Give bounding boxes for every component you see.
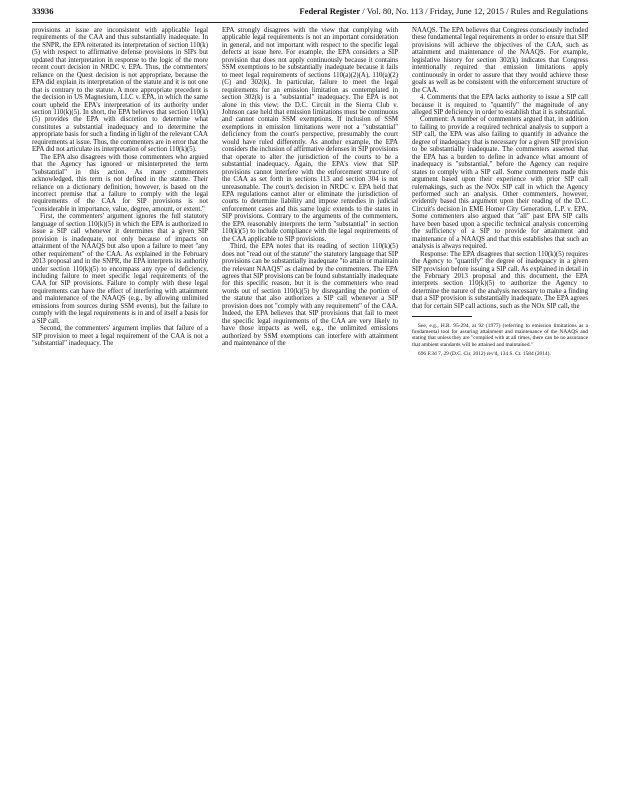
header-citation <box>299 6 588 16</box>
publication-name: Federal Register <box>299 6 361 16</box>
paragraph: EPA strongly disagrees with the view that complying with applicable legal requirements is not an important consideration in general, and not important with respect to the specific legal defects at issue here. For example, the EPA considers a SIP provision that does not apply continuously because it contains SSM exemptions to be substantially inadequate because it fails to meet legal requirements of sections 110(a)(2)(A), 110(a)(2)(C) and 302(k). In particular, failure to meet the legal requirements for an emission limitation as contemplated in section 302(k) is a "substantial" inadequacy. The EPA is not alone in this view; the D.C. Circuit in the Sierra Club v. Johnson case held that emission limitations must be continuous and cannot contain SSM exemptions. If inclusion of SSM exemptions in emission limitations were not a "substantial" deficiency from the court's perspective, presumably the court would have ruled differently. As another example, the EPA considers the inclusion of affirmative defenses in SIP provisions that operate to alter the jurisdiction of the courts to be a substantial inadequacy. Again, the EPA's view that SIP provisions cannot interfere with the enforcement structure of the CAA as set forth in sections 113 and section 304 is not unreasonable. The court's decision in NRDC v. EPA held that EPA regulations cannot alter or eliminate the jurisdiction of courts to determine liability and impose remedies in judicial enforcement cases and this same logic extends to the states in SIP provisions. Contrary to the arguments of the commenters, the EPA reasonably interprets the term "substantial" in section 110(k)(5) to include compliance with the legal requirements of the CAA applicable to SIP provisions. <box>222 27 398 243</box>
footnote: 696 F.3d 7, 29 (D.C. Cir. 2012) rev'd, 134 S. Ct. 1584 (2014). <box>418 350 551 357</box>
paragraph: 4. Comments that the EPA lacks authority to issue a SIP call because it is required to "quantify" the magnitude of any alleged SIP deficiency in order to establish that it is substantial. <box>412 94 588 116</box>
footnote: See, e.g., H.R. 95-294, at 92 (1977) (referring to emission limitations as a fundamental tool for assuring attainment and maintenance of the NAAQS and stating that unless they are "complied with at all times, there can be no assurance that ambient standards will be attained and maintained." <box>412 323 588 348</box>
header-rule <box>32 22 588 23</box>
column-1 <box>32 27 208 789</box>
paragraph: Third, the EPA notes that its reading of section 110(k)(5) does not "read out of the statute" the statutory language that SIP provisions can be substantially inadequate "to attain or maintain the relevant NAAQS" as claimed by the commenters. The EPA agrees that SIP provisions can be found substantially inadequate for this specific reason, but it is the commenters who read words out of section 110(k)(5) by disregarding the portion of the statute that also authorizes a SIP call whenever a SIP provision does not "comply with any requirement" of the CAA. Indeed, the EPA believes that SIP provisions that fail to meet the specific legal requirements of the CAA are very likely to have those impacts as well, e.g., the unlimited emissions authorized by SSM exemptions can interfere with attainment and maintenance of the <box>222 243 398 348</box>
paragraph: Comment: A number of commenters argued that, in addition to failing to provide a required technical analysis to support a SIP call, the EPA was also failing to quantify in advance the degree of inadequacy that is necessary for a given SIP provision to be substantially inadequate. The commenters asserted that the EPA has a burden to define in advance what amount of inadequacy is "substantial," before the Agency can require states to comply with a SIP call. Some commenters made this argument based upon their experience with prior SIP call rulemakings, such as the NOx SIP call in which the Agency performed such an analysis. Other commenters, however, evidently based this argument upon their reading of the D.C. Circuit's decision in EME Homer City Generation, L.P. v. EPA. Some commenters also argued that "all" past EPA SIP calls have been based upon a specific technical analysis concerning the sufficiency of a SIP to provide for attainment and maintenance of a NAAQS and that this establishes that such an analysis is always required. <box>412 116 588 251</box>
paragraph: Second, the commenters' argument implies that failure of a SIP provision to meet a legal requirement of the CAA is not a "substantial" inadequacy. The <box>32 325 208 348</box>
footnote-rule <box>412 316 472 317</box>
paragraph: provisions at issue are inconsistent with applicable legal requirements of the CAA and thus substantially inadequate. In the SNPR, the EPA reiterated its interpretation of section 110(k)(5) with respect to affirmative defense provisions in SIPs but updated that interpretation in response to the logic of the more recent court decision in NRDC v. EPA. Thus, the commenters' reliance on the Quest decision is not appropriate, because the EPA did explain its interpretation of the statute and it is not one that is contrary to the statute. A more appropriate precedent is the decision in US Magnesium, LLC v. EPA, in which the same court upheld the EPA's interpretation of its authority under section 110(k)(5). In short, the EPA believes that section 110(k)(5) provides the EPA with discretion to determine what constitutes a substantial inadequacy and to determine the appropriate basis for such a finding in light of the relevant CAA requirements at issue. Thus, the commenters are in error that the EPA did not articulate its interpretation of section 110(k)(5). <box>32 27 208 154</box>
paragraph: First, the commenters' argument ignores the full statutory language of section 110(k)(5) in which the EPA is authorized to issue a SIP call whenever it determines that a given SIP provision is inadequate, not only because of impacts on attainment of the NAAQS but also upon a failure to meet "any other requirement" of the CAA. As explained in the February 2013 proposal and in the SNPR, the EPA interprets its authority under section 110(k)(5) to encompass any type of deficiency, including failure to meet specific legal requirements of the CAA for SIP provisions. Failure to comply with these legal requirements can have the effect of interfering with attainment and maintenance of the NAAQS (e.g., by allowing unlimited emissions from sources during SSM events), but the failure to comply with the legal requirements is in and of itself a basis for a SIP call. <box>32 213 208 325</box>
column-2 <box>222 27 398 789</box>
page-header <box>32 6 588 22</box>
paragraph: Response: The EPA disagrees that section 110(k)(5) requires the Agency to "quantify" the degree of inadequacy in a given SIP provision before issuing a SIP call. As explained in detail in the February 2013 proposal and this document, the EPA interprets section 110(k)(5) to authorize the Agency to determine the nature of the analysis necessary to make a finding that a SIP provision is substantially inadequate. The EPA agrees that for certain SIP call actions, such as the NOx SIP call, the <box>412 250 588 310</box>
issue-info: / Vol. 80, No. 113 / Friday, June 12, 2015 / Rules and Regulations <box>362 6 588 16</box>
paragraph: NAAQS. The EPA believes that Congress consciously included these fundamental legal requirements in order to ensure that SIP provisions will achieve the objectives of the CAA, such as attainment and maintenance of the NAAQS. For example, legislative history for section 302(k) indicates that Congress intentionally required that emission limitations apply continuously in order to assure that they would achieve those goals as well as be consistent with the enforcement structure of the CAA. <box>412 27 588 94</box>
page-number: 33936 <box>32 6 54 16</box>
column-3 <box>412 27 588 789</box>
footnotes <box>412 323 588 356</box>
text-columns <box>32 27 588 789</box>
paragraph: The EPA also disagrees with those commenters who argued that the Agency has ignored or misinterpreted the term "substantial" in this action. As many commenters acknowledged, this term is not defined in the statute. Their reliance on a dictionary definition, however, is based on the incorrect premise that a failure to comply with the legal requirements of the CAA for SIP provisions is not "considerable in importance, value, degree, amount, or extent." <box>32 153 208 213</box>
